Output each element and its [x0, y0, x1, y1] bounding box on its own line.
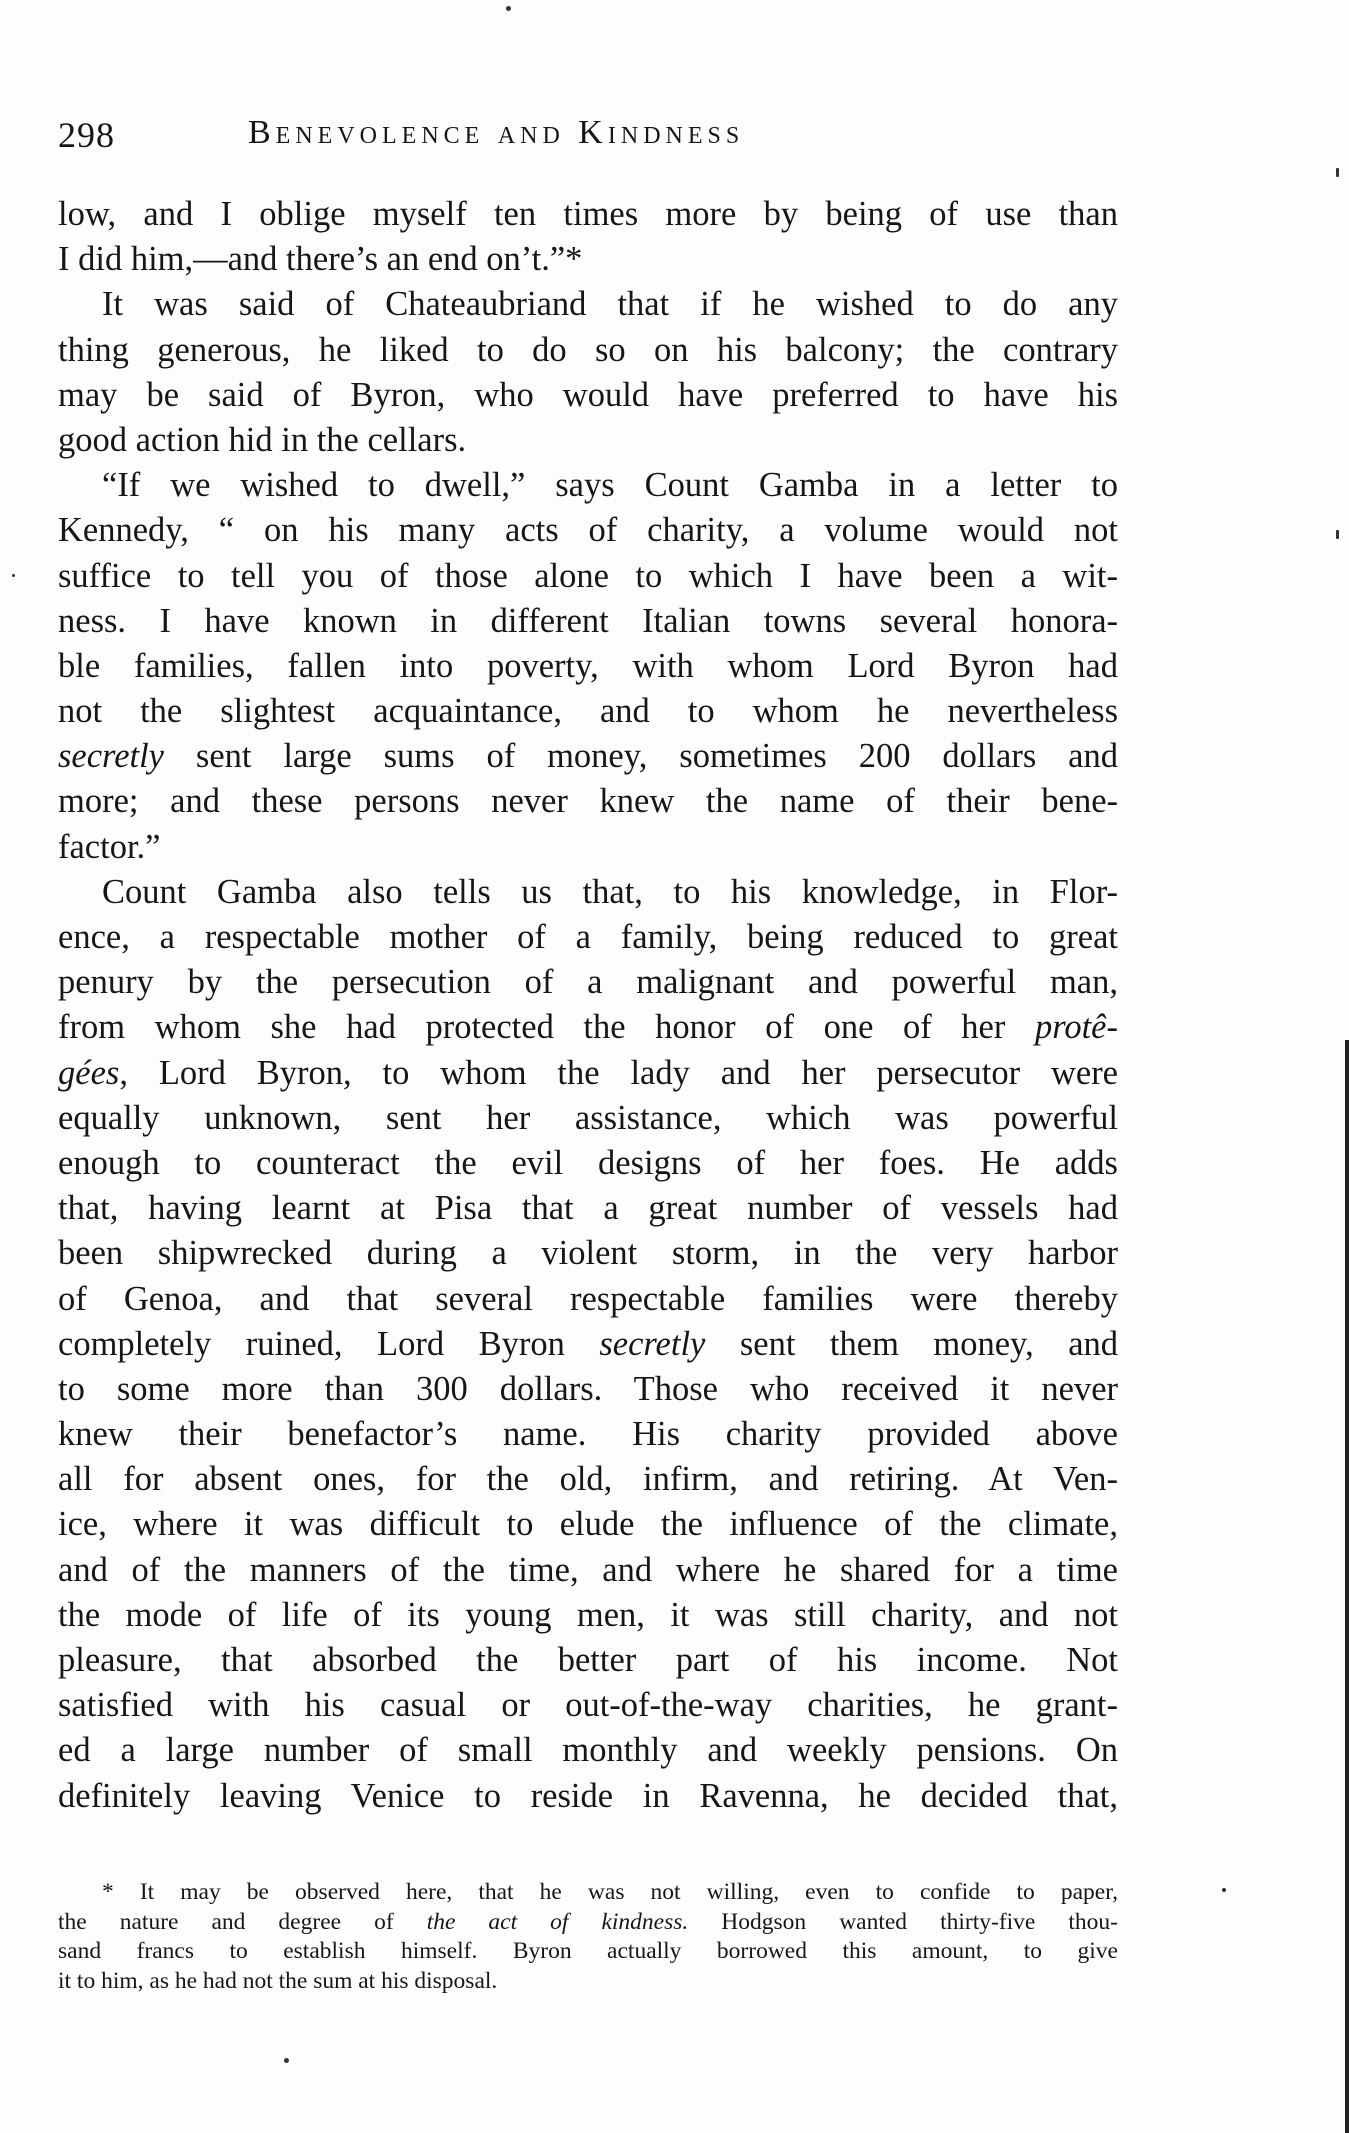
text-line: good action hid in the cellars. — [58, 420, 467, 459]
scan-speck — [284, 2058, 289, 2063]
binding-shadow — [1345, 1040, 1349, 2133]
footnote-line: it to him, as he had not the sum at his disposal. — [58, 1967, 498, 1994]
text-line: all for absent ones, for the old, infirm, and retiring. At Ven- — [58, 1460, 1118, 1499]
text-line: equally unknown, sent her assistance, which was powerful — [58, 1098, 1118, 1137]
text-line: enough to counteract the evil designs of her foes. He adds — [58, 1143, 1118, 1182]
text-line: penury by the persecution of a malignant and powerful man, — [58, 963, 1118, 1002]
scan-speck — [12, 574, 15, 577]
scan-speck — [1336, 168, 1339, 177]
text-line: ice, where it was difficult to elude the influence of the climate, — [58, 1505, 1118, 1544]
text-line: “If we wished to dwell,” says Count Gamba in a letter to — [102, 466, 1118, 505]
page-header — [58, 114, 958, 164]
text-line: been shipwrecked during a violent storm, in the very harbor — [58, 1234, 1118, 1273]
text-line: more; and these persons never knew the name of their bene- — [58, 782, 1118, 821]
text-line: of Genoa, and that several respectable families were thereby — [58, 1279, 1118, 1318]
text-line: that, having learnt at Pisa that a great number of vessels had — [58, 1189, 1118, 1228]
page-number: 298 — [58, 115, 115, 155]
text-line: from whom she had protected the honor of one of her protê- — [58, 1008, 1118, 1047]
text-line: ed a large number of small monthly and weekly pensions. On — [58, 1731, 1118, 1770]
text-line: knew their benefactor’s name. His charity provided above — [58, 1415, 1118, 1454]
text-line: completely ruined, Lord Byron secretly sent them money, and — [58, 1324, 1119, 1363]
text-line: ness. I have known in different Italian towns several honora- — [58, 601, 1118, 640]
footnote — [58, 1878, 1118, 1996]
scan-speck — [506, 6, 511, 11]
running-title: Benevolence and Kindness — [248, 114, 745, 151]
text-line: factor.” — [58, 827, 161, 866]
text-line: and of the manners of the time, and where he shared for a time — [58, 1550, 1118, 1589]
footnote-line: sand francs to establish himself. Byron actually borrowed this amount, to give — [58, 1938, 1118, 1964]
text-line: Kennedy, “ on his many acts of charity, a volume would not — [58, 511, 1118, 550]
text-line: satisfied with his casual or out-of-the-way charities, he grant- — [58, 1686, 1118, 1725]
scan-speck — [1222, 1888, 1226, 1892]
text-line: ence, a respectable mother of a family, being reduced to great — [58, 918, 1118, 956]
text-line: gées, Lord Byron, to whom the lady and her persecutor were — [58, 1053, 1118, 1092]
text-line: definitely leaving Venice to reside in Ravenna, he decided that, — [58, 1776, 1118, 1815]
footnote-line: the nature and degree of the act of kindness. Hodgson wanted thirty-five thou- — [58, 1908, 1118, 1935]
text-line: secretly sent large sums of money, sometimes 200 dollars and — [58, 737, 1118, 776]
footnote-line: * It may be observed here, that he was not willing, even to confide to paper, — [102, 1879, 1118, 1905]
text-line: suffice to tell you of those alone to which I have been a wit- — [58, 556, 1118, 595]
text-line: pleasure, that absorbed the better part of his income. Not — [58, 1641, 1118, 1679]
body-text — [58, 192, 1118, 1819]
text-line: It was said of Chateaubriand that if he wished to do any — [102, 285, 1118, 324]
text-line: thing generous, he liked to do so on his balcony; the contrary — [58, 330, 1118, 369]
text-line: the mode of life of its young men, it was still charity, and not — [58, 1595, 1118, 1634]
text-line: Count Gamba also tells us that, to his knowledge, in Flor- — [102, 872, 1118, 911]
scan-speck — [1336, 530, 1339, 539]
text-line: ble families, fallen into poverty, with whom Lord Byron had — [58, 646, 1118, 685]
text-line: not the slightest acquaintance, and to whom he nevertheless — [58, 692, 1118, 731]
text-line: to some more than 300 dollars. Those who received it never — [58, 1369, 1118, 1408]
text-line: may be said of Byron, who would have preferred to have his — [58, 375, 1118, 414]
text-line: low, and I oblige myself ten times more by being of use than — [58, 195, 1118, 233]
text-line: I did him,—and there’s an end on’t.”* — [58, 240, 583, 279]
